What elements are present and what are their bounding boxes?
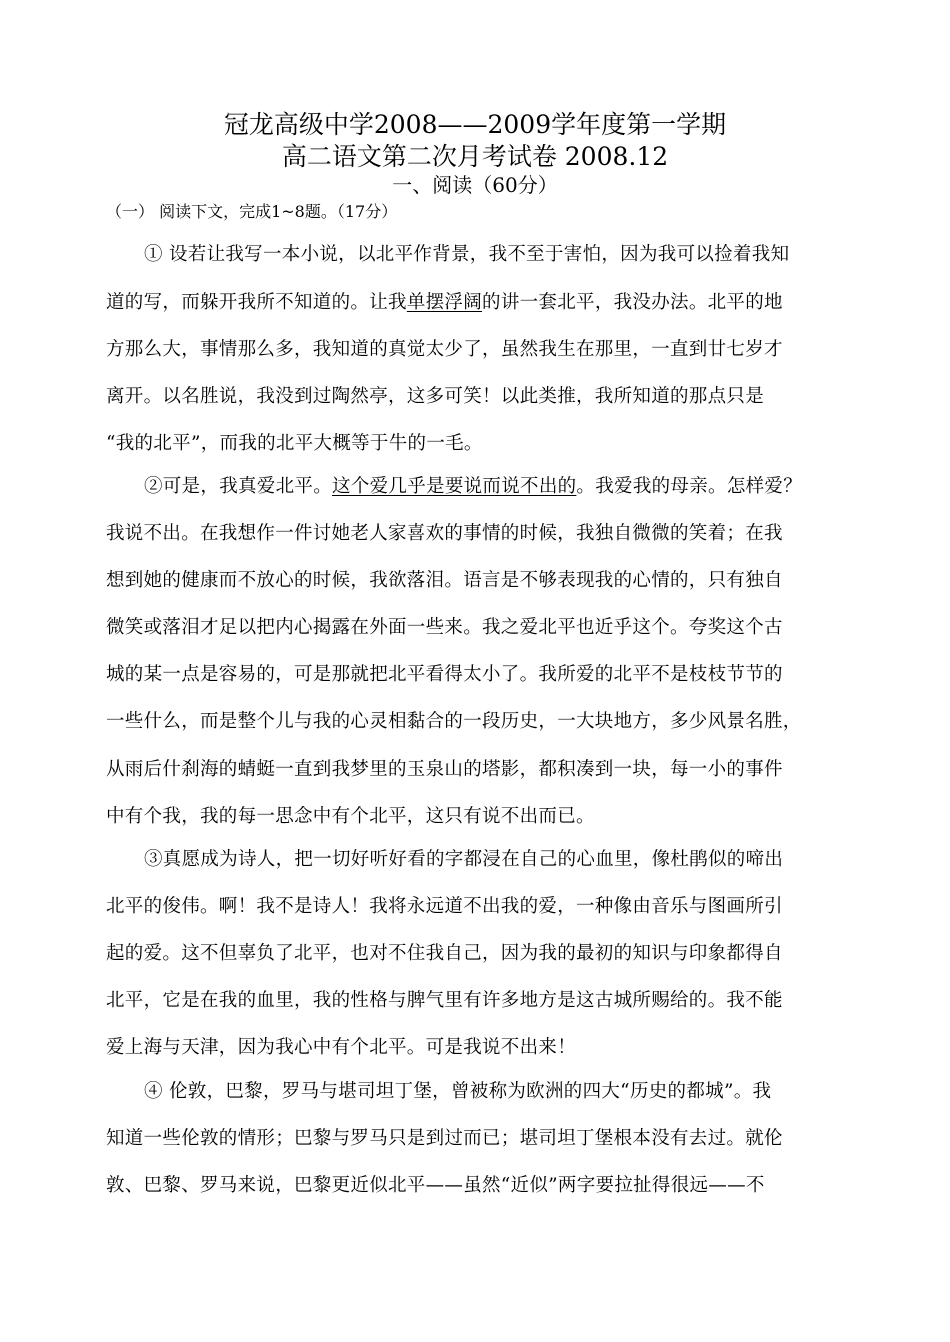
paragraph-3-line-1: ③真愿成为诗人，把一切好听好看的字都浸在自己的心血里，像杜鹃似的啼出 [144, 849, 784, 870]
paragraph-1-line-2 [106, 289, 783, 317]
paragraph-1-line-5: “我的北平”，而我的北平大概等于牛的一毛。 [106, 433, 483, 454]
paragraph-1-line-3: 方那么大，事情那么多，我知道的真觉太少了，虽然我生在那里，一直到廿七岁才 [106, 339, 783, 360]
paragraph-2-line-1 [144, 473, 802, 501]
paragraph-2-line-5: 城的某一点是容易的，可是那就把北平看得太小了。我所爱的北平不是枝枝节节的 [106, 664, 783, 685]
text-segment: 。我爱我的母亲。怎样爱？ [576, 476, 803, 497]
paragraph-1-line-4: 离开。以名胜说，我没到过陶然亭，这多可笑！以此类推，我所知道的那点只是 [106, 386, 765, 407]
paragraph-4-line-1: ④ 伦敦，巴黎，罗马与堪司坦丁堡，曾被称为欧洲的四大“历史的都城”。我 [144, 1081, 772, 1102]
paragraph-2-line-6: 一些什么，而是整个儿与我的心灵相黏合的一段历史，一大块地方，多少风景名胜， [106, 711, 802, 732]
text-segment: ②可是，我真爱北平。 [144, 476, 333, 497]
paragraph-4-line-3: 敦、巴黎、罗马来说，巴黎更近似北平——虽然“近似”两字要拉扯得很远——不 [106, 1175, 765, 1196]
underlined-phrase-2: 这个爱几乎是要说而说不出的 [332, 476, 577, 497]
paragraph-1-line-1: ① 设若让我写一本小说，以北平作背景，我不至于害怕，因为我可以捡着我知 [144, 244, 790, 265]
underlined-phrase-1: 单摆浮阔 [406, 292, 483, 313]
text-segment: 道的写，而躲开我所不知道的。让我 [106, 292, 407, 313]
paragraph-2-line-4: 微笑或落泪才足以把内心揭露在外面一些来。我之爱北平也近乎这个。夸奖这个古 [106, 617, 783, 638]
reading-instruction: （一） 阅读下文，完成1~8题。（17分） [106, 202, 398, 221]
text-segment: 的讲一套北平，我没办法。北平的地 [482, 292, 783, 313]
paragraph-2-line-2: 我说不出。在我想作一件讨她老人家喜欢的事情的时候，我独自微微的笑着；在我 [106, 523, 783, 544]
exam-title-line2: 高二语文第二次月考试卷 2008.12 [281, 142, 669, 171]
paragraph-2-line-8: 中有个我，我的每一思念中有个北平，这只有说不出而已。 [106, 806, 595, 827]
section-heading: 一、阅读（60分） [392, 173, 558, 197]
paragraph-3-line-4: 北平，它是在我的血里，我的性格与脾气里有许多地方是这古城所赐给的。我不能 [106, 990, 783, 1011]
paragraph-2-line-7: 从雨后什刹海的蜻蜓一直到我梦里的玉泉山的塔影，都积凑到一块，每一小的事件 [106, 759, 783, 780]
paragraph-3-line-3: 起的爱。这不但辜负了北平，也对不住我自己，因为我的最初的知识与印象都得自 [106, 943, 783, 964]
paragraph-3-line-5: 爱上海与天津，因为我心中有个北平。可是我说不出来！ [106, 1037, 577, 1058]
exam-title-line1: 冠龙高级中学2008——2009学年度第一学期 [223, 110, 727, 139]
paragraph-3-line-2: 北平的俊伟。啊！我不是诗人！我将永远道不出我的爱，一种像由音乐与图画所引 [106, 896, 783, 917]
paragraph-4-line-2: 知道一些伦敦的情形；巴黎与罗马只是到过而已；堪司坦丁堡根本没有去过。就伦 [106, 1128, 783, 1149]
paragraph-2-line-3: 想到她的健康而不放心的时候，我欲落泪。语言是不够表现我的心情的，只有独自 [106, 570, 783, 591]
